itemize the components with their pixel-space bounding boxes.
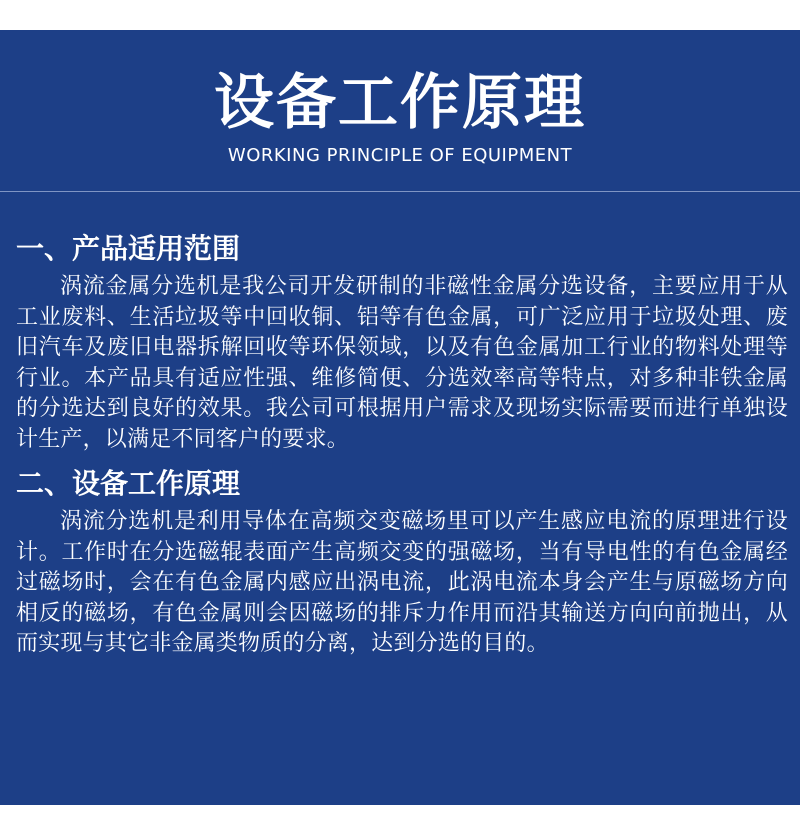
principle-panel [0,30,800,805]
content-area [16,226,788,660]
page-subtitle: WORKING PRINCIPLE OF EQUIPMENT [227,145,573,166]
section-application-scope [16,226,788,455]
panel-header [0,30,800,190]
section-heading: 一、产品适用范围 [16,232,241,265]
section-heading: 二、设备工作原理 [16,467,241,500]
section-body: 涡流金属分选机是我公司开发研制的非磁性金属分选设备，主要应用于从工业废料、生活垃圾等中回收铜、铝等有色金属，可广泛应用于垃圾处理、废旧汽车及废旧电器拆解回收等环保领域，以及有色金属加工行业的物料处理等行业。本产品具有适应性强、维修简便、分选效率高等特点，对多种非铁金属的分选达到良好的效果。我公司可根据用户需求及现场实际需要而进行单独设计生产，以满足不同客户的要求。 [16,274,788,452]
section-working-principle [16,461,788,660]
page-title: 设备工作原理 [214,68,586,138]
section-body: 涡流分选机是利用导体在高频交变磁场里可以产生感应电流的原理进行设计。工作时在分选磁辊表面产生高频交变的强磁场，当有导电性的有色金属经过磁场时，会在有色金属内感应出涡电流，此涡电流本身会产生与原磁场方向相反的磁场，有色金属则会因磁场的排斥力作用而沿其输送方向向前抛出，从而实现与其它非金属类物质的分离，达到分选的目的。 [16,509,788,656]
header-divider [0,191,800,192]
